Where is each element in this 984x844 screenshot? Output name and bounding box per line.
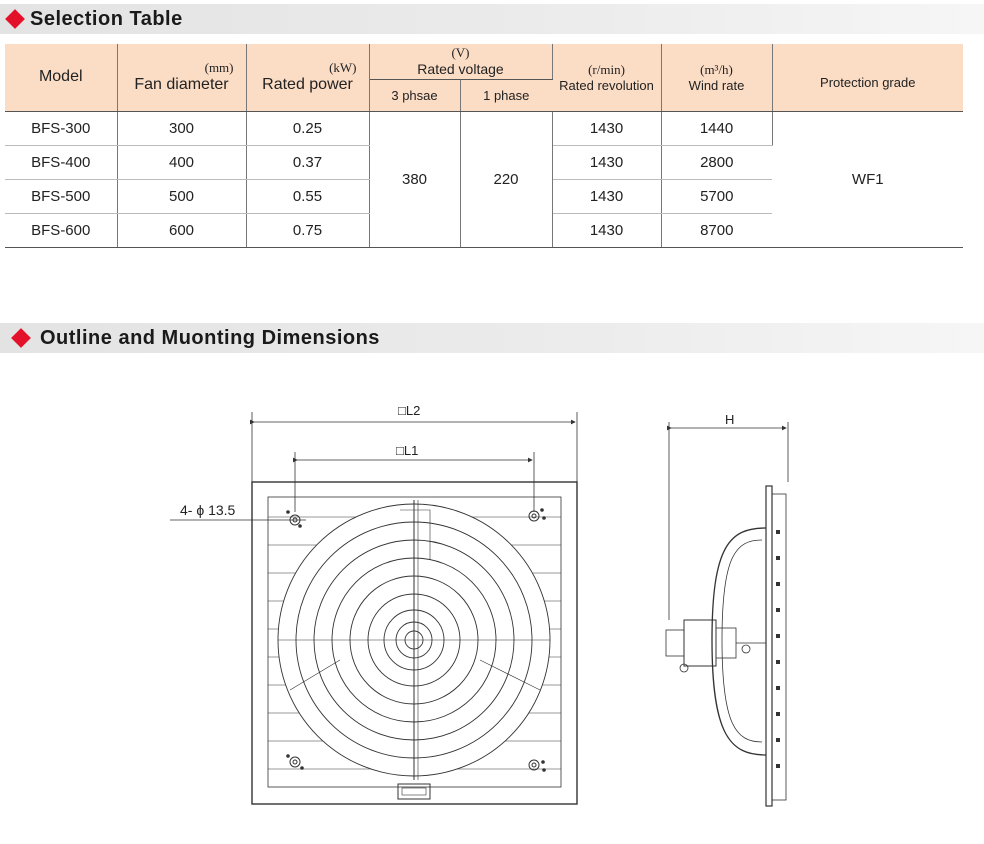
label-l1: □L1 — [396, 443, 419, 458]
cell-wind: 1440 — [661, 111, 772, 145]
cell-model: BFS-400 — [5, 145, 117, 179]
cell-diameter: 400 — [117, 145, 246, 179]
cell-power: 0.25 — [246, 111, 369, 145]
header-model: Model — [5, 44, 117, 111]
cell-voltage-3phase: 380 — [369, 111, 460, 247]
cell-power: 0.75 — [246, 213, 369, 247]
section-title: Selection Table — [30, 8, 183, 30]
cell-diameter: 500 — [117, 179, 246, 213]
section-header-selection — [0, 4, 984, 34]
header-1phase: 1 phase — [460, 79, 552, 111]
selection-table — [5, 44, 963, 248]
cell-model: BFS-500 — [5, 179, 117, 213]
diamond-icon — [5, 9, 25, 29]
header-rated-voltage: (V) Rated voltage — [369, 44, 552, 79]
section-header-outline — [0, 323, 984, 353]
label-h: H — [725, 412, 735, 427]
cell-protection: WF1 — [772, 111, 963, 247]
cell-model: BFS-300 — [5, 111, 117, 145]
cell-diameter: 600 — [117, 213, 246, 247]
cell-revolution: 1430 — [552, 179, 661, 213]
cell-revolution: 1430 — [552, 213, 661, 247]
cell-wind: 5700 — [661, 179, 772, 213]
side-view — [666, 422, 788, 806]
cell-power: 0.37 — [246, 145, 369, 179]
diamond-icon — [11, 328, 31, 348]
cell-revolution: 1430 — [552, 145, 661, 179]
front-view — [170, 412, 577, 804]
cell-wind: 8700 — [661, 213, 772, 247]
cell-wind: 2800 — [661, 145, 772, 179]
label-holes: 4- ϕ 13.5 — [180, 502, 236, 518]
header-wind-rate: (m³/h) Wind rate — [661, 44, 772, 111]
header-fan-diameter: (mm) Fan diameter — [117, 44, 246, 111]
cell-voltage-1phase: 220 — [460, 111, 552, 247]
cell-revolution: 1430 — [552, 111, 661, 145]
cell-power: 0.55 — [246, 179, 369, 213]
cell-diameter: 300 — [117, 111, 246, 145]
header-rated-revolution: (r/min) Rated revolution — [552, 44, 661, 111]
header-protection-grade: Protection grade — [772, 44, 963, 111]
cell-model: BFS-600 — [5, 213, 117, 247]
label-l2: □L2 — [398, 403, 421, 418]
header-3phase: 3 phsae — [369, 79, 460, 111]
header-rated-power: (kW) Rated power — [246, 44, 369, 111]
section-title: Outline and Muonting Dimensions — [40, 327, 380, 349]
